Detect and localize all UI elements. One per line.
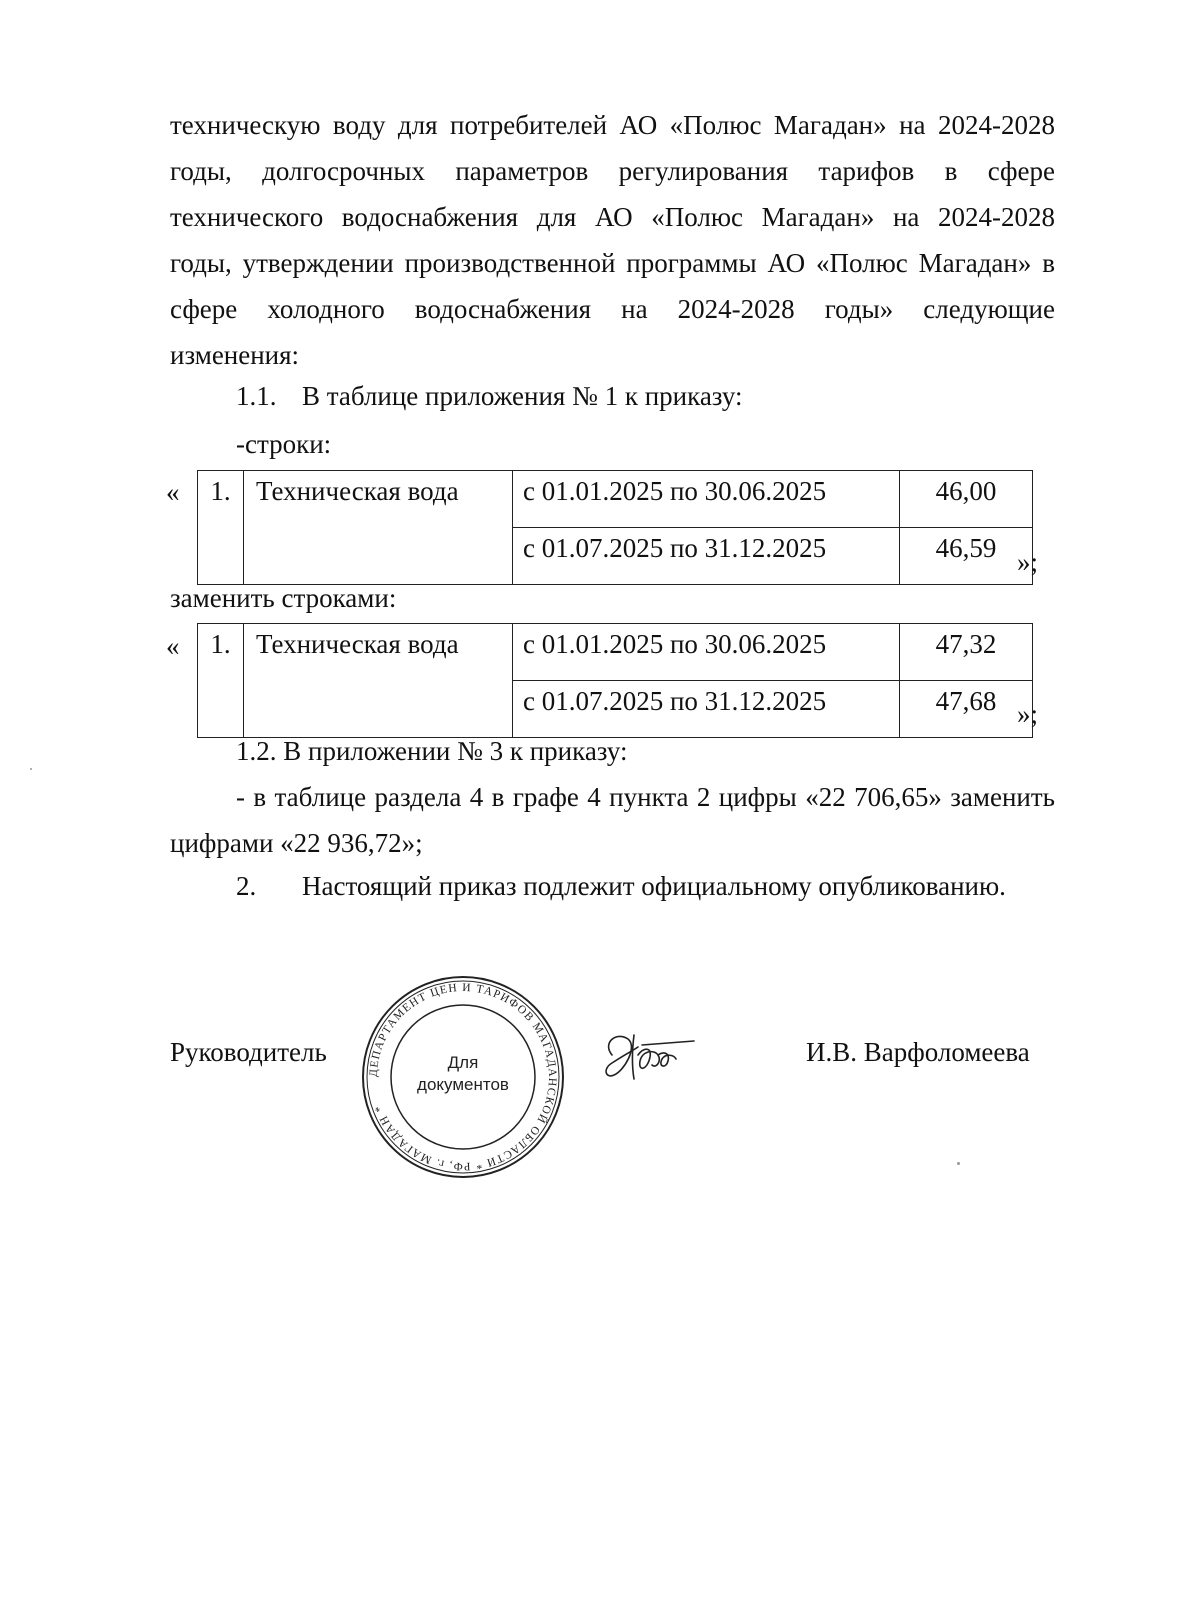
- new-table-name: Техническая вода: [244, 624, 513, 738]
- old-table-close-quote: »;: [1017, 547, 1039, 577]
- stamp-center-line-2: документов: [417, 1075, 509, 1094]
- scan-speck: [30, 768, 32, 770]
- intro-line-6: изменения:: [170, 340, 300, 370]
- new-table-value-1: 47,32: [900, 624, 1033, 681]
- new-table-num: 1.: [198, 624, 244, 738]
- item-1-2-detail-line-2: цифрами «22 936,72»;: [170, 828, 423, 858]
- new-table-open-quote: «: [166, 631, 180, 661]
- item-1-2-detail-line-1: - в таблице раздела 4 в графе 4 пункта 2 цифры «22 706,65» заменить: [236, 782, 1055, 812]
- item-1-2: 1.2. В приложении № 3 к приказу:: [236, 736, 628, 766]
- item-1-1-number: 1.1.: [236, 381, 277, 411]
- new-tariff-table: [197, 623, 1033, 738]
- intro-paragraph: [170, 102, 1055, 378]
- rows-label: -строки:: [236, 429, 332, 459]
- item-1-1-text: В таблице приложения № 1 к приказу:: [302, 381, 743, 411]
- old-table-period-2: с 01.07.2025 по 31.12.2025: [513, 528, 900, 585]
- table-row: [198, 624, 1033, 681]
- new-table-close-quote: »;: [1017, 699, 1039, 729]
- scan-speck: [957, 1162, 960, 1165]
- intro-line-1: техническую воду для потребителей АО «Полюс Магадан» на 2024-2028: [170, 110, 1055, 140]
- old-tariff-table: [197, 470, 1033, 585]
- stamp-ring-text: ДЕПАРТАМЕНТ ЦЕН И ТАРИФОВ МАГАДАНСКОЙ ОБЛАСТИ * РФ, г. МАГАДАН *: [367, 981, 559, 1173]
- replace-label: заменить строками:: [170, 583, 397, 613]
- item-1-2-detail: [170, 774, 1055, 866]
- stamp-center-line-1: Для: [447, 1053, 479, 1072]
- old-table-value-2: 46,59: [900, 528, 1033, 585]
- intro-line-5: сфере холодного водоснабжения на 2024-2028 годы» следующие: [170, 294, 1055, 324]
- new-table-period-1: с 01.01.2025 по 30.06.2025: [513, 624, 900, 681]
- table-row: [198, 471, 1033, 528]
- new-table-period-2: с 01.07.2025 по 31.12.2025: [513, 681, 900, 738]
- official-stamp: [358, 972, 568, 1182]
- handwritten-signature: [598, 1025, 698, 1089]
- intro-line-2: годы, долгосрочных параметров регулирования тарифов в сфере: [170, 156, 1055, 186]
- item-2-number: 2.: [236, 871, 257, 901]
- intro-line-4: годы, утверждении производственной программы АО «Полюс Магадан» в: [170, 248, 1055, 278]
- intro-line-3: технического водоснабжения для АО «Полюс Магадан» на 2024-2028: [170, 202, 1055, 232]
- signatory-name: И.В. Варфоломеева: [806, 1037, 1030, 1067]
- item-2-text: Настоящий приказ подлежит официальному опубликованию.: [302, 871, 1006, 901]
- old-table-num: 1.: [198, 471, 244, 585]
- old-table-period-1: с 01.01.2025 по 30.06.2025: [513, 471, 900, 528]
- signatory-position: Руководитель: [170, 1037, 327, 1067]
- old-table-value-1: 46,00: [900, 471, 1033, 528]
- old-table-name: Техническая вода: [244, 471, 513, 585]
- new-table-value-2: 47,68: [900, 681, 1033, 738]
- old-table-open-quote: «: [166, 477, 180, 507]
